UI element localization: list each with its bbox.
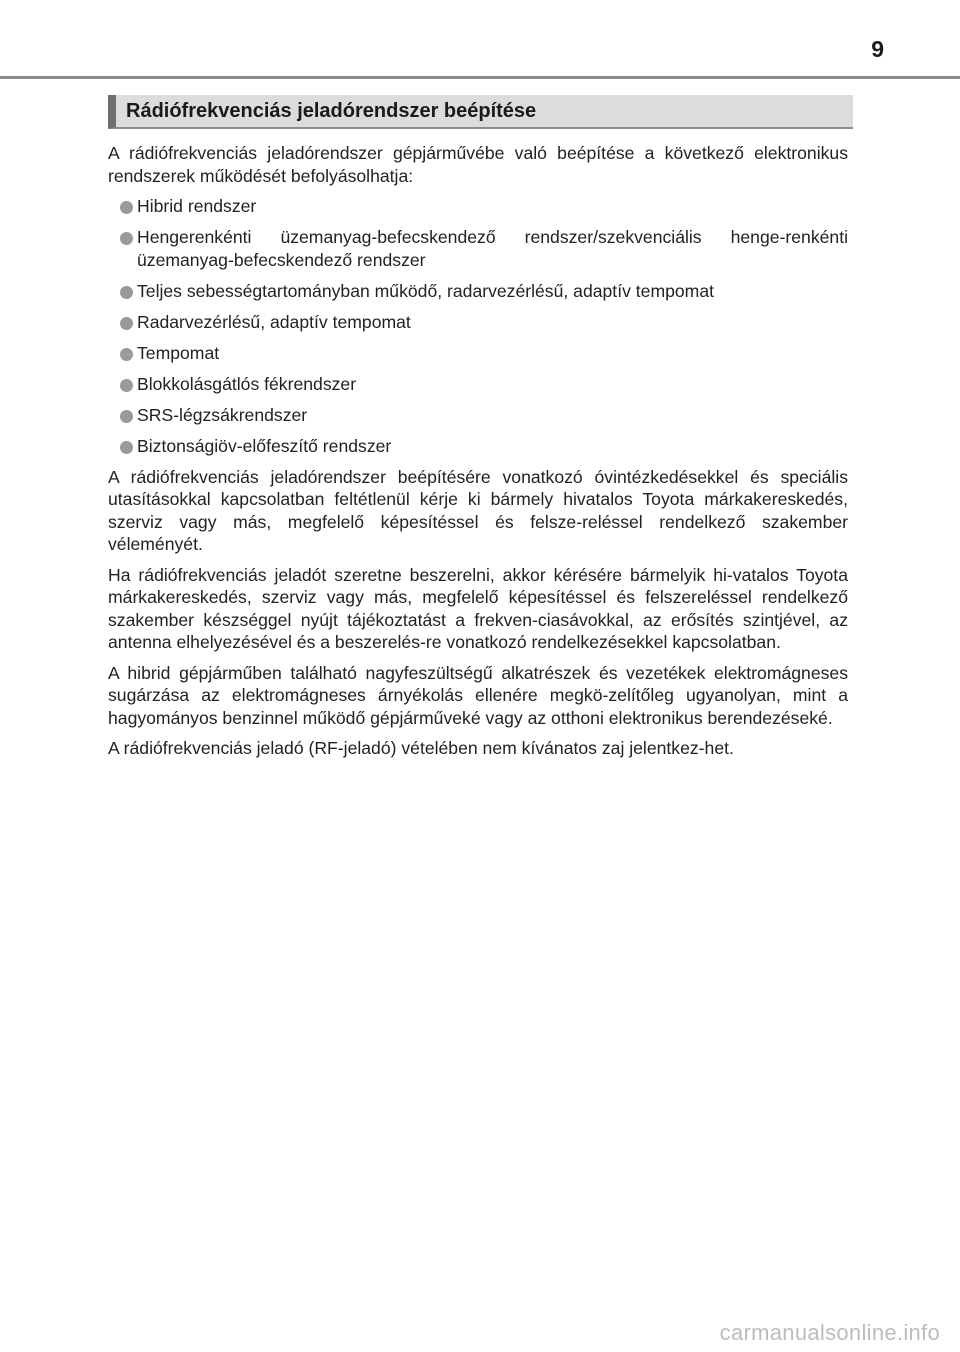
content <box>108 142 848 768</box>
section-header <box>108 95 853 129</box>
list-item <box>108 342 848 365</box>
list-item-text: Radarvezérlésű, adaptív tempomat <box>137 311 411 332</box>
list-item <box>108 195 848 218</box>
body-paragraph: Ha rádiófrekvenciás jeladót szeretne beszerelni, akkor kérésére bármelyik hi-vatalos Toyota márkakereskedés, szerviz vagy más, megfelelő képesítéssel és felszereléssel rendelkező szakember készséggel nyújt tájékoztatást a frekven-ciasávokkal, az erősítés szintjével, az antenna elhelyezésével és a beszerelés-re vonatkozó rendelkezésekkel kapcsolatban. <box>108 564 848 652</box>
list-item-text: Teljes sebességtartományban működő, radarvezérlésű, adaptív tempomat <box>137 280 714 301</box>
list-item <box>108 435 848 458</box>
bullet-icon <box>120 317 133 330</box>
list-item <box>108 404 848 427</box>
bullet-icon <box>120 232 133 245</box>
list-item <box>108 373 848 396</box>
list-item <box>108 311 848 334</box>
bullet-icon <box>120 201 133 214</box>
list-item-text: SRS-légzsákrendszer <box>137 404 308 425</box>
list-item-text: Blokkolásgátlós fékrendszer <box>137 373 357 394</box>
page-number: 9 <box>871 36 884 62</box>
bullet-icon <box>120 286 133 299</box>
bullet-icon <box>120 441 133 454</box>
bullet-icon <box>120 348 133 361</box>
section-title: Rádiófrekvenciás jeladórendszer beépítése <box>126 100 537 122</box>
bullet-icon <box>120 379 133 392</box>
list-item <box>108 280 848 303</box>
watermark: carmanualsonline.info <box>719 1320 940 1345</box>
body-paragraph: A rádiófrekvenciás jeladórendszer beépítésére vonatkozó óvintézkedésekkel és speciális utasításokkal kapcsolatban feltétlenül kérje ki bármely hivatalos Toyota márkakereskedés, szerviz vagy más, megfelelő képesítéssel és felsze-reléssel rendelkező szakember véleményét. <box>108 466 848 554</box>
bullet-icon <box>120 410 133 423</box>
affected-systems-list <box>108 195 848 457</box>
list-item <box>108 226 848 271</box>
list-item-text: Biztonságiöv-előfeszítő rendszer <box>137 435 392 456</box>
body-paragraph: A hibrid gépjárműben található nagyfeszültségű alkatrészek és vezetékek elektromágneses sugárzása az elektromágneses árnyékolás ellenére megkö-zelítőleg ugyanolyan, mint a hagyományos benzinnel működő gépjárműveké vagy az otthoni elektronikus berendezéseké. <box>108 662 848 728</box>
intro-paragraph: A rádiófrekvenciás jeladórendszer gépjárművébe való beépítése a következő elektronikus rendszerek működését befolyásolhatja: <box>108 143 848 186</box>
body-paragraph: A rádiófrekvenciás jeladó (RF-jeladó) vételében nem kívánatos zaj jelentkez-het. <box>108 738 734 758</box>
list-item-text: Hengerenkénti üzemanyag-befecskendező rendszer/szekvenciális henge-renkénti üzemanyag-befecskendező rendszer <box>137 227 848 270</box>
list-item-text: Tempomat <box>137 342 220 363</box>
header-rule <box>0 76 960 79</box>
list-item-text: Hibrid rendszer <box>137 196 257 216</box>
